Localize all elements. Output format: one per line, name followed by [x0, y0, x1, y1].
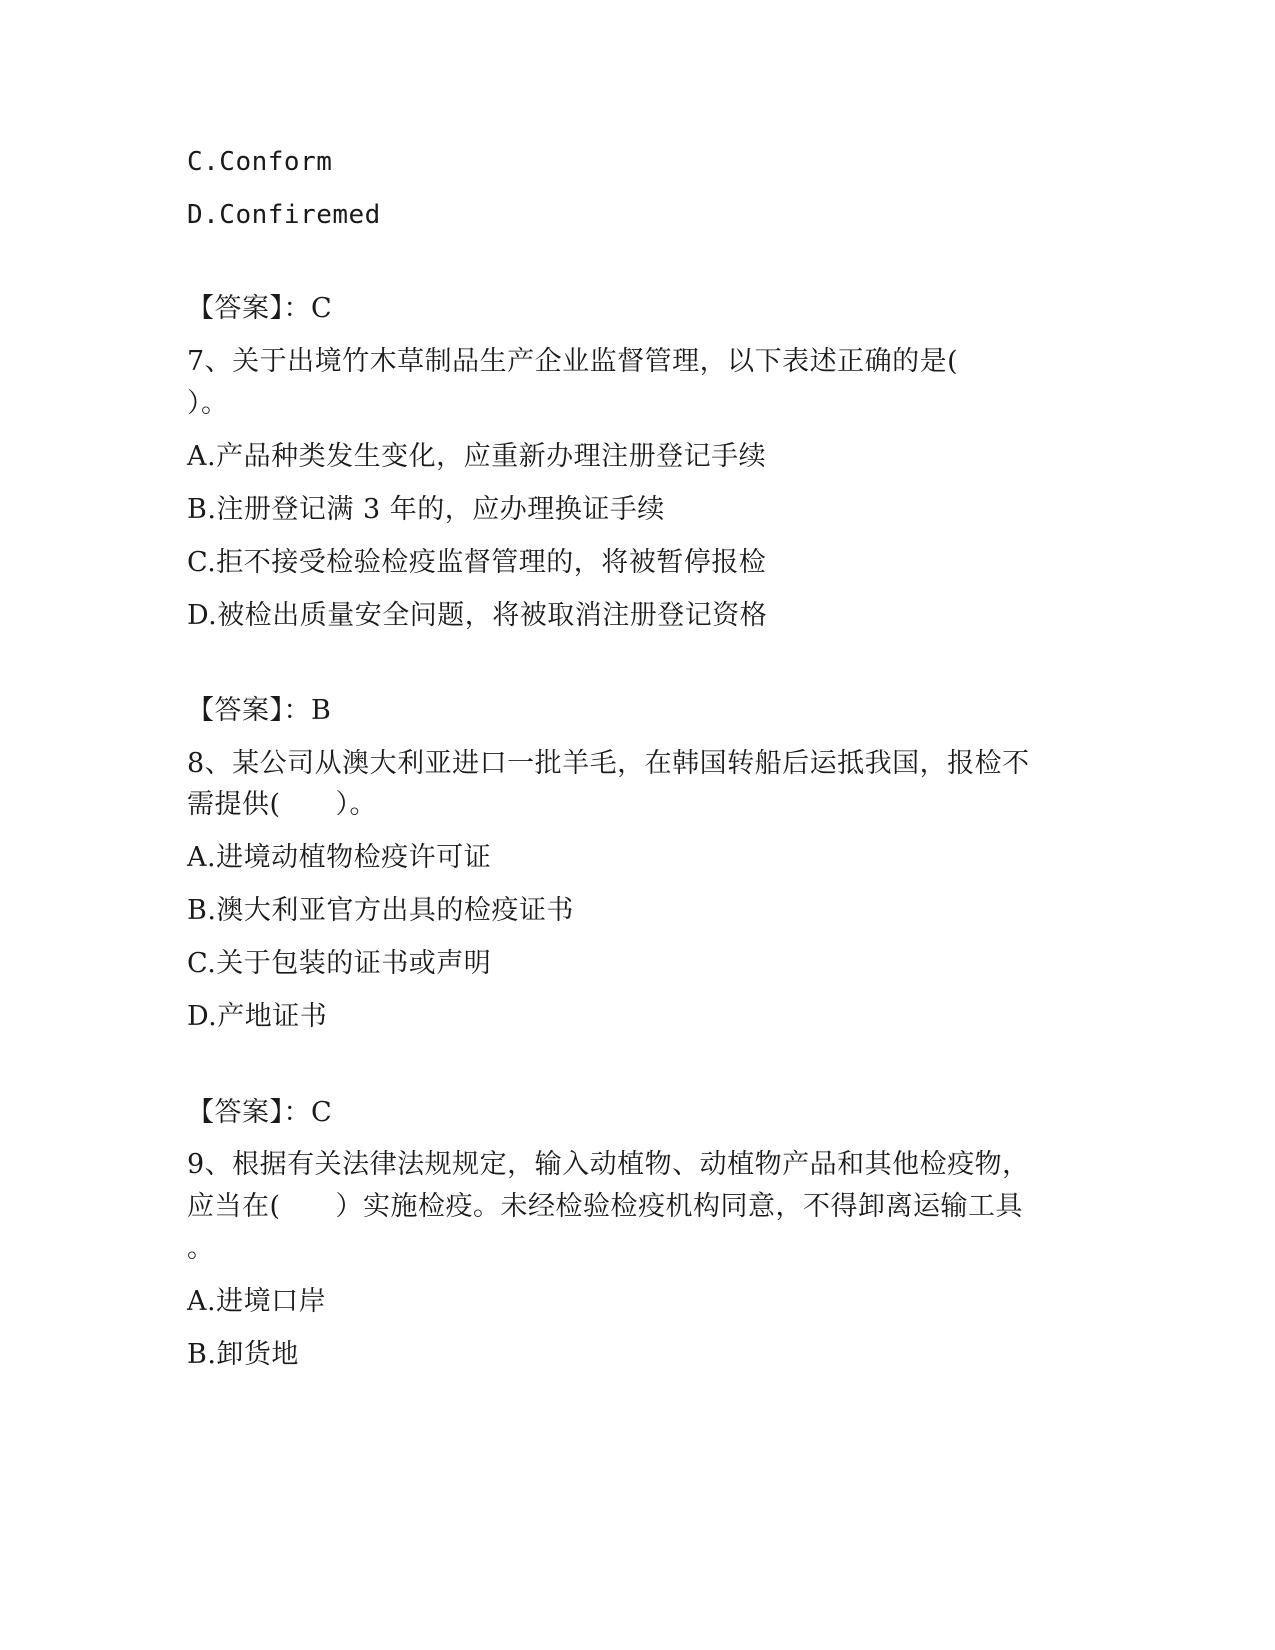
q7-question-line-1: 7、关于出境竹木草制品生产企业监督管理，以下表述正确的是( [187, 346, 959, 377]
q8-answer: 【答案】：C [187, 1097, 333, 1128]
q9-option-a: A.进境口岸 [187, 1286, 327, 1317]
q6-answer: 【答案】：C [187, 293, 333, 324]
q8-option-d: D.产地证书 [187, 1001, 328, 1032]
q9-question-line-3: 。 [187, 1233, 215, 1264]
q7-option-b: B.注册登记满 3 年的，应办理换证手续 [187, 494, 665, 525]
q7-option-a: A.产品种类发生变化，应重新办理注册登记手续 [187, 441, 767, 472]
q8-question-line-1: 8、某公司从澳大利亚进口一批羊毛，在韩国转船后运抵我国，报检不 [187, 748, 1030, 779]
q8-option-a: A.进境动植物检疫许可证 [187, 842, 492, 873]
q7-option-d: D.被检出质量安全问题，将被取消注册登记资格 [187, 600, 768, 631]
q8-option-c: C.关于包装的证书或声明 [187, 948, 492, 979]
q6-option-d: D.Confiremed [187, 200, 381, 230]
q7-answer: 【答案】：B [187, 695, 332, 726]
q7-question-line-2: ）。 [187, 388, 229, 419]
q9-question-line-2: 应当在( ）实施检疫。未经检验检疫机构同意，不得卸离运输工具 [187, 1191, 1024, 1222]
q7-option-c: C.拒不接受检验检疫监督管理的，将被暂停报检 [187, 547, 767, 578]
q9-option-b: B.卸货地 [187, 1339, 299, 1370]
q9-question-line-1: 9、根据有关法律法规规定，输入动植物、动植物产品和其他检疫物， [187, 1149, 1030, 1180]
q8-option-b: B.澳大利亚官方出具的检疫证书 [187, 895, 574, 926]
q6-option-c: C.Conform [187, 147, 333, 177]
q8-question-line-2: 需提供( ）。 [187, 789, 378, 820]
